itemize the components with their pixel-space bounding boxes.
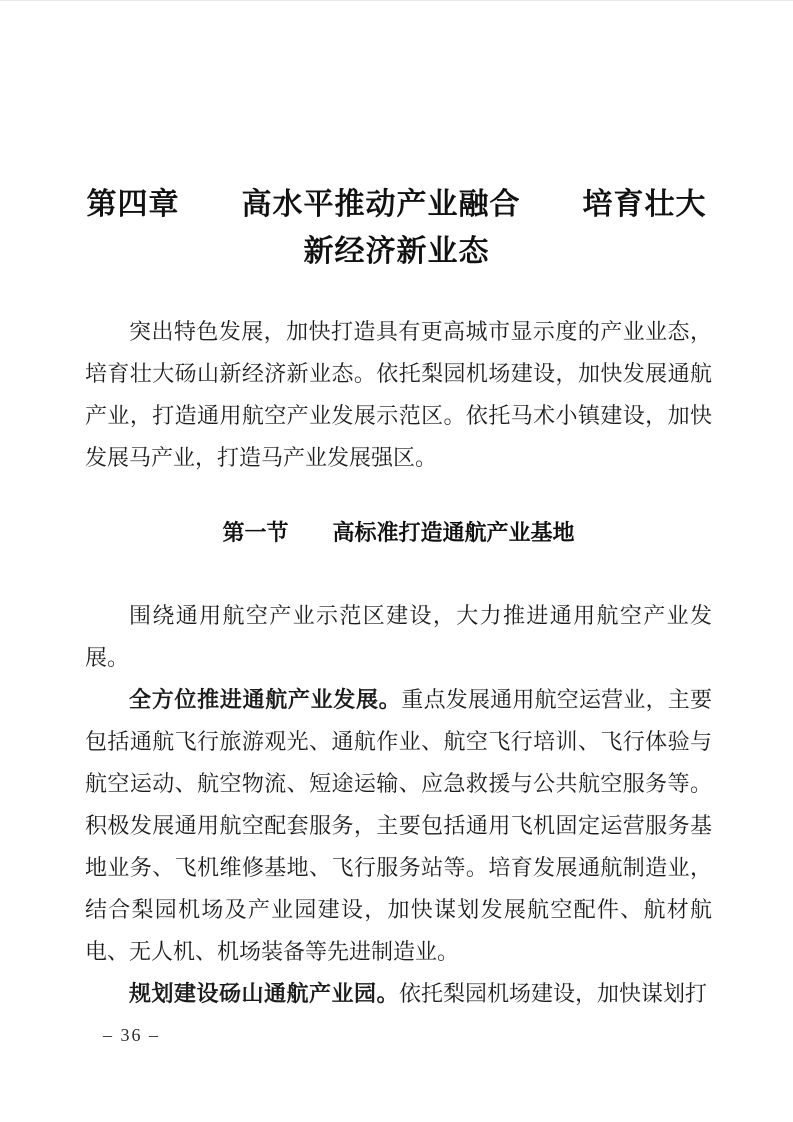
section-title: 第一节 高标准打造通航产业基地 xyxy=(222,520,575,545)
paragraph-body-text: 重点发展通用航空运营业，主要包括通航飞行旅游观光、通航作业、航空飞行培训、飞行体验与航空运动、航空物流、短途运输、应急救援与公共航空服务等。积极发展通用航空配套服务，主要包括通用飞机固定运营服务基地业务、飞机维修基地、飞行服务站等。培育发展通航制造业，结合梨园机场及产业园建设，加快谋划发展航空配件、航材航电、无人机、机场装备等先进制造业。 xyxy=(85,687,712,964)
paragraph-industry-park xyxy=(85,973,712,1015)
paragraph-overview xyxy=(85,595,712,679)
chapter-title-line2: 新经济新业态 xyxy=(303,235,490,268)
paragraph-lead-bold: 规划建设砀山通航产业园。 xyxy=(129,981,400,1006)
page-number: – 36 – xyxy=(103,1025,160,1045)
intro-paragraph-text: 突出特色发展，加快打造具有更高城市显示度的产业业态，培育壮大砀山新经济新业态。依托梨园机场建设，加快发展通航产业，打造通用航空产业发展示范区。依托马术小镇建设，加快发展马产业，打造马产业发展强区。 xyxy=(85,319,712,470)
paragraph-overview-text: 围绕通用航空产业示范区建设，大力推进通用航空产业发展。 xyxy=(85,603,712,670)
body-text-block xyxy=(85,311,712,1015)
intro-paragraph xyxy=(85,311,712,479)
chapter-title xyxy=(0,1,793,275)
chapter-title-line1: 第四章 高水平推动产业融合 培育壮大 xyxy=(86,188,707,221)
paragraph-lead-bold: 全方位推进通航产业发展。 xyxy=(129,687,402,712)
paragraph-general-aviation xyxy=(85,679,712,973)
paragraph-body-text: 依托梨园机场建设，加快谋划打 xyxy=(399,981,708,1006)
